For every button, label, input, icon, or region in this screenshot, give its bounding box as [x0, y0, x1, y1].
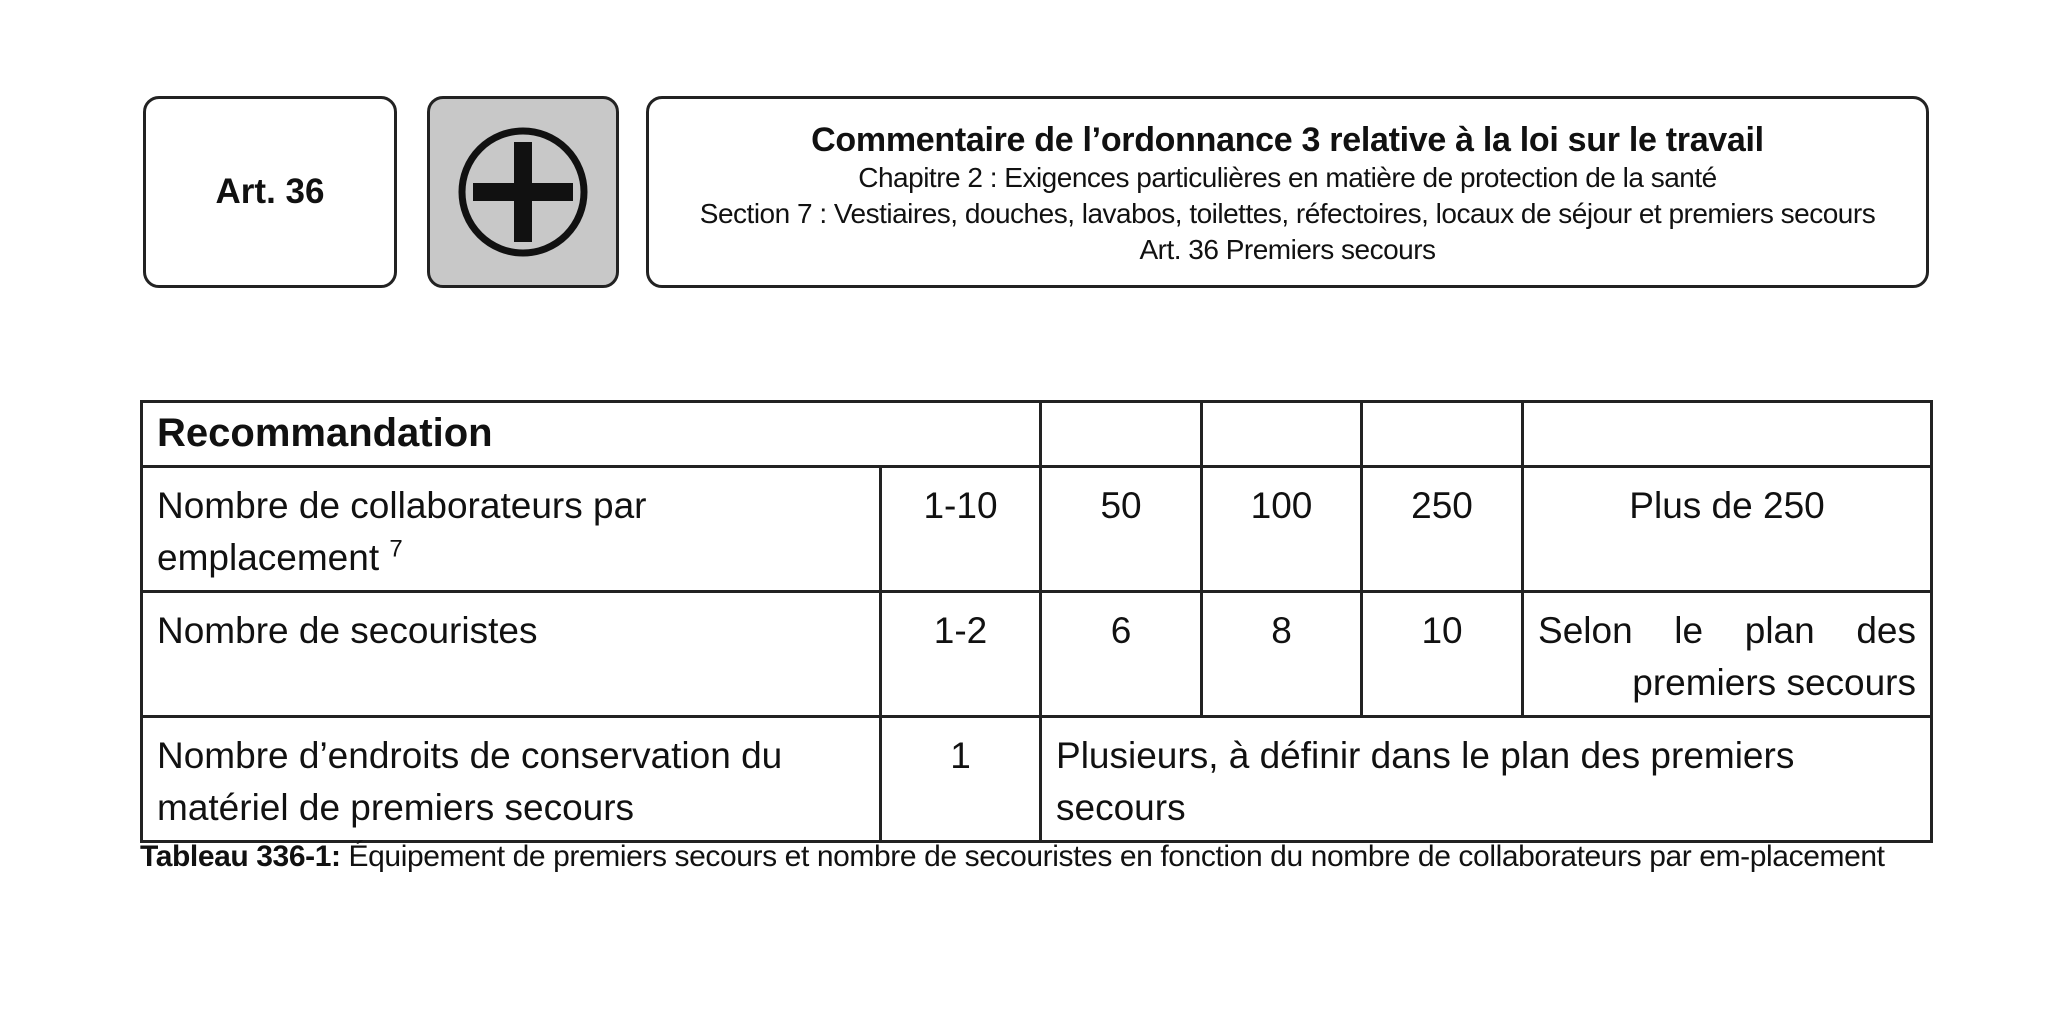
table-cell: 50 [1041, 467, 1202, 592]
table-cell: 1 [881, 717, 1041, 842]
header-title: Commentaire de l’ordonnance 3 relative à la loi sur le travail [811, 121, 1764, 159]
table-title: Recommandation [142, 402, 1041, 467]
table-cell-empty [1041, 402, 1202, 467]
table-row [142, 717, 1932, 842]
first-aid-cross-icon [455, 124, 591, 260]
table-row [142, 467, 1932, 592]
first-aid-icon-box [427, 96, 619, 288]
table-cell-empty [1362, 402, 1523, 467]
first-aiders-plan-line2: premiers secours [1632, 662, 1917, 703]
table-caption [140, 838, 1930, 876]
row-label-employees [142, 467, 881, 592]
table-cell: Plusieurs, à définir dans le plan des premiers secours [1041, 717, 1932, 842]
document-header [646, 96, 1929, 288]
article-label-box [143, 96, 397, 288]
table-header-row [142, 402, 1932, 467]
footnote-marker: 7 [389, 535, 403, 563]
table-cell-empty [1202, 402, 1362, 467]
table-cell: 8 [1202, 592, 1362, 717]
table-cell [1523, 592, 1932, 717]
table-cell: 1-10 [881, 467, 1041, 592]
table-cell: Plus de 250 [1523, 467, 1932, 592]
row-label-storage: Nombre d’endroits de conservation du matériel de premiers secours [142, 717, 881, 842]
header-article: Art. 36 Premiers secours [1139, 234, 1436, 265]
table-cell: 100 [1202, 467, 1362, 592]
table-cell-empty [1523, 402, 1932, 467]
row-label-first-aiders: Nombre de secouristes [142, 592, 881, 717]
article-label: Art. 36 [215, 172, 325, 211]
employees-label: Nombre de collaborateurs par emplacement [157, 485, 647, 578]
caption-label: Tableau 336-1: [140, 840, 341, 873]
caption-text: Équipement de premiers secours et nombre de secouristes en fonction du nombre de collaborateurs par em-placement [340, 840, 1885, 873]
table-cell: 250 [1362, 467, 1523, 592]
table-cell: 6 [1041, 592, 1202, 717]
first-aiders-plan-line1: Selon le plan des [1538, 610, 1917, 651]
table-cell: 10 [1362, 592, 1523, 717]
header-section: Section 7 : Vestiaires, douches, lavabos, toilettes, réfectoires, locaux de séjour et premiers secours [699, 198, 1876, 229]
recommendation-table [140, 400, 1933, 843]
table-cell: 1-2 [881, 592, 1041, 717]
table-row [142, 592, 1932, 717]
header-chapter: Chapitre 2 : Exigences particulières en matière de protection de la santé [858, 162, 1717, 193]
